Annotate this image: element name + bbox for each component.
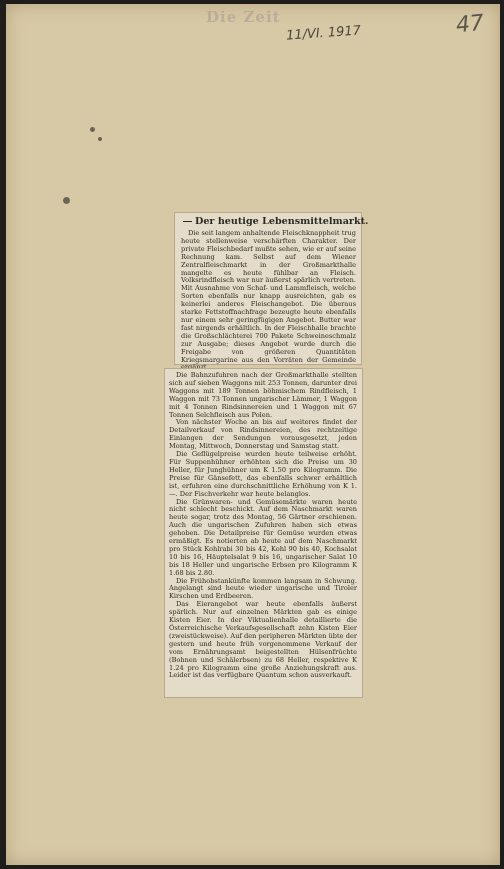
pin-hole-mark bbox=[63, 197, 70, 204]
article-paragraph-eggs: Das Eierangebot war heute ebenfalls äußerst spärlich. Nur auf einzelnen Märkten gab es einige Kisten Eier. In der Viktualienhalle detaillierte die Österreichische Verkaufsgesellschaft zehn Kisten Eier (zweistückweise). Auf den peripheren Märkten übte der gestern und heute früh vorgenommene Verkauf der vom Ernährungsamt beigestellten Hülsenfrüchte (Bohnen und Schälerbsen) zu 68 Heller, respektive K 1.24 pro Kilogramm eine große Anziehungskraft aus. Leider ist das verfügbare Quantum schon ausverkauft. bbox=[169, 600, 357, 680]
article-paragraph-rail-supply: Die Bahnzufuhren nach der Großmarkthalle stellten sich auf sieben Waggons mit 253 Tonnen, darunter drei Waggons mit 189 Tonnen böhmischem Rindfleisch, 1 Waggon mit 73 Tonnen ungarischer Lämmer, 1 Waggon mit 4 Tonnen Rindsinnereien und 1 Waggon mit 67 Tonnen Selchfleisch aus Polen. bbox=[169, 371, 357, 419]
article-headline bbox=[183, 216, 369, 228]
newspaper-clipping-article-2 bbox=[164, 368, 363, 698]
pin-hole-mark bbox=[90, 127, 95, 132]
newspaper-clipping-article-1 bbox=[174, 212, 369, 365]
article-paragraph-offal-sales: Von nächster Woche an bis auf weiteres findet der Detailverkauf von Rindsinnereien, des rechtzeitige Einlangen der Sendungen vorausgesetzt, jeden Montag, Mittwoch, Donnerstag und Samstag statt. bbox=[169, 418, 357, 451]
handwritten-folio-number: 47 bbox=[454, 10, 486, 39]
article-paragraph-early-fruit: Die Frühobstankünfte kommen langsam in Schwung. Angelangt sind heute wieder ungarische und Tiroler Kirschen und Erdbeeren. bbox=[169, 576, 357, 601]
newspaper-masthead: Die Zeit bbox=[206, 8, 281, 26]
handwritten-date: 11/VI. 1917 bbox=[285, 23, 362, 44]
pin-hole-mark bbox=[98, 137, 102, 141]
archive-sheet bbox=[6, 4, 500, 865]
article-paragraph-vegetable-markets: Die Grünwaren- und Gemüsemärkte waren heute nicht schlecht beschickt. Auf dem Naschmarkt waren heute sogar, trotz des Montag, 56 Gärtner erschienen. Auch die ungarischen Zufuhren haben sich etwas gehoben. Die Detailpreise für Gemüse wurden etwas ermäßigt. Es notierten ab heute auf dem Naschmarkt pro Stück Kohlrabi 30 bis 42, Kohl 90 bis 40, Kochsalat 10 bis 16, Häuptelsalat 9 bis 16, ungarischer Salat 10 bis 18 Heller und ungarische Erbsen pro Kilogramm K 1.68 bis 2.80. bbox=[169, 497, 357, 577]
article-1-paragraph: Die seit langem anhaltende Fleischknappheit trug heute stellenweise verschärften Charakter. Der private Fleischbedarf mußte sehen, wie er auf seine Rechnung kam. Selbst auf dem Wiener Zentralfleischmarkt in der Großmarkthalle mangelte es heute fühlbar an Fleisch. Volksrindfleisch war nur äußerst spärlich vertreten. Mit Ausnahme von Schaf- und Lammfleisch, welche Sorten ebenfalls nur knapp ausreichten, gab es keinerlei anderes Fleischangebot. Die überaus starke Fettstoffnachfrage bezeugte heute ebenfalls nur einem sehr geringfügigen Angebot. Butter war fast nirgends erhältlich. In der Fleischhalle brachte die Großschlächterei 700 Pakete Schweineschmalz zur Ausgabe; dieses Angebot wurde durch die Freigabe von größeren Quantitäten Kriegsmargarine aus den Vorräten der Gemeinde bbox=[181, 229, 356, 364]
article-paragraph-poultry-prices: Die Geflügelpreise wurden heute teilweise erhöht. Für Suppenhühner erhöhten sich die Preise um 30 Heller, für Junghühner um K 1.50 pro Kilogramm. Die Preise für Gänsefett, das ebenfalls schwer erhältlich ist, erfuhren eine durchschnittliche Erhöhung von K 1.—. Der Fischverkehr war heute belanglos. bbox=[169, 450, 357, 498]
article-headline-text: Der heutige Lebensmittelmarkt. bbox=[195, 216, 369, 227]
headline-rule bbox=[183, 221, 192, 222]
